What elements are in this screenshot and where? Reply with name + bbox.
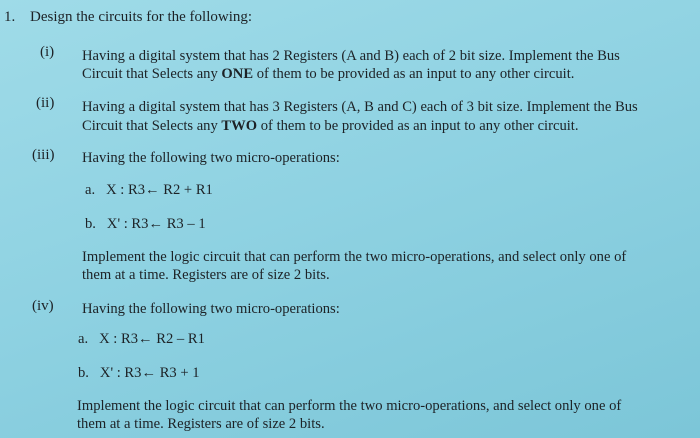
part-iii-closing-1: Implement the logic circuit that can perform the two micro-operations, and select only one of [82, 249, 627, 265]
question-number: 1. [4, 9, 16, 25]
emphasis-two: TWO [221, 118, 258, 134]
op-letter: b. [85, 216, 96, 232]
part-iv-op-a [78, 331, 205, 348]
part-iv-intro: Having the following two micro-operations: [82, 301, 340, 317]
part-iv-closing-2: them at a time. Registers are of size 2 bits. [77, 416, 325, 432]
part-label-iv: (iv) [32, 298, 54, 314]
part-iv-closing-1: Implement the logic circuit that can perform the two micro-operations, and select only one of [77, 398, 622, 414]
part-i-line-2: Circuit that Selects any ONE of them to be provided as an input to any other circuit. [82, 66, 575, 82]
op-expression: X' : R3← R3 – 1 [106, 216, 206, 232]
question-heading: Design the circuits for the following: [30, 9, 253, 25]
part-label-iii: (iii) [32, 147, 55, 163]
part-iii-closing-2: them at a time. Registers are of size 2 bits. [82, 267, 330, 283]
part-iv-op-b [78, 365, 200, 382]
part-i-line-1: Having a digital system that has 2 Registers (A and B) each of 2 bit size. Implement the Bus [82, 48, 620, 64]
op-letter: a. [85, 182, 96, 198]
part-iii-intro: Having the following two micro-operations: [82, 150, 340, 166]
part-ii-line-2: Circuit that Selects any TWO of them to be provided as an input to any other circuit. [82, 118, 579, 134]
part-ii-line-1: Having a digital system that has 3 Registers (A, B and C) each of 3 bit size. Implement the Bus [82, 99, 638, 115]
emphasis-one: ONE [221, 66, 254, 82]
part-label-ii: (ii) [36, 95, 55, 111]
op-expression: X : R3← R2 + R1 [106, 182, 213, 198]
part-label-i: (i) [40, 44, 55, 60]
op-letter: b. [78, 365, 89, 381]
part-iii-op-a [85, 182, 213, 199]
op-letter: a. [78, 331, 89, 347]
part-iii-op-b [85, 216, 206, 233]
op-expression: X : R3← R2 – R1 [99, 331, 205, 347]
op-expression: X' : R3← R3 + 1 [99, 365, 200, 381]
